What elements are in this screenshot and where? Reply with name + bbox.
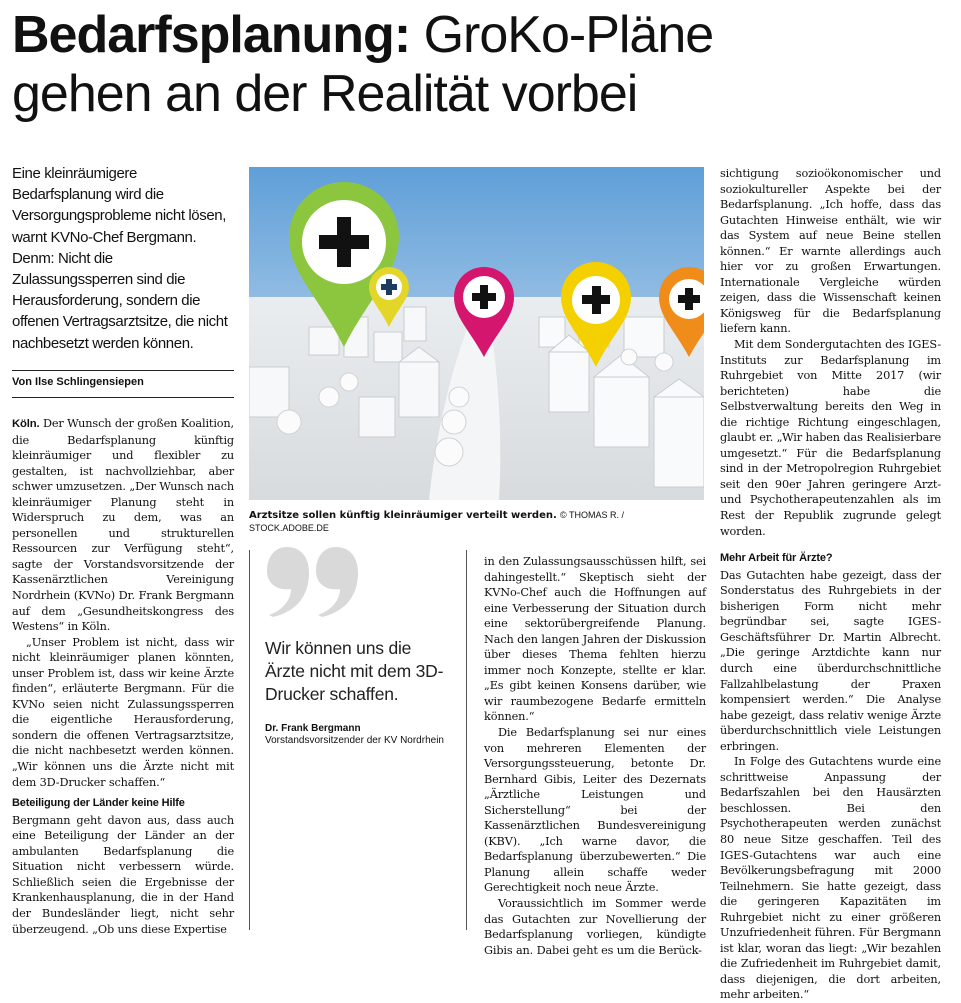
pull-quote bbox=[265, 545, 455, 747]
quote-mark-icon bbox=[265, 545, 360, 617]
subheading: Beteiligung der Länder keine Hilfe bbox=[12, 797, 185, 810]
author-byline: Von Ilse Schlingensiepen bbox=[12, 376, 144, 388]
photo-caption bbox=[249, 509, 704, 535]
paragraph: Die Bedarfsplanung sei nur eines von mehreren Elementen der Versorgungssteuerung, betonte Dr. Bernhard Gibis, Leiter des Dezernats „Ärztliche Leistungen und Sicherstellung“ bei der Kassenärztlichen Bundesvereinigung (KBV). „Ich warne davor, die Bedarfsplanung überzubewerten.“ Die Planung allein schaffe weder Gerechtigkeit noch neue Ärzte. bbox=[484, 726, 706, 895]
quote-author-role: Vorstandsvorsitzender der KV Nordrhein bbox=[265, 735, 444, 746]
quote-author: Dr. Frank Bergmann bbox=[265, 723, 361, 734]
paragraph: sichtigung sozioökonomischer und soziokultureller Aspekte bei der Bedarfsplanung. „Ich hoffe, dass das Gutachten Hinweise enthält, wie wir das System auf neue Beine stellen können.“ Er warnte allerdings auch hier vor zu großen Erwartungen. Internationale Vergleiche würden zeigen, dass die Wissenschaft keinen Königsweg für die Bedarfsplanung liefern kann. bbox=[720, 167, 941, 336]
paragraph: Bergmann geht davon aus, dass auch eine Beteiligung der Länder an der ambulanten Bedarfsplanung die Situation nicht verbessern würde. Schließlich seien die Ergebnisse der Krankenhausplanung, die in der Hand der Bundesländer liegt, nicht sehr überzeugend. „Ob uns diese Expertise bbox=[12, 813, 234, 936]
article-column-3 bbox=[484, 554, 706, 958]
article-headline bbox=[12, 6, 952, 125]
article-photo bbox=[249, 167, 704, 500]
headline-title-line2: gehen an der Realität vorbei bbox=[12, 65, 638, 124]
caption-text: Arztsitze sollen künftig kleinräumiger verteilt werden. bbox=[249, 510, 557, 521]
paragraph: Das Gutachten habe gezeigt, dass der Sonderstatus des Ruhrgebiets in der bisherigen Form nicht mehr begründbar sei, sagte IGES-Geschäftsführer Dr. Martin Albrecht. „Die geringe Arztdichte kann nur durch eine überdurchschnittliche Fallzahlbelastung der Praxen kompensiert werden.“ Die Analyse habe gezeigt, dass relativ wenige Ärzte überdurchschnittlich viele Leistungen erbringen. bbox=[720, 568, 941, 753]
quote-text: Wir können uns die Ärzte nicht mit dem 3D-Drucker schaffen. bbox=[265, 638, 444, 704]
teaser-divider bbox=[12, 370, 234, 371]
paragraph bbox=[12, 416, 234, 635]
paragraph: in den Zulassungsausschüssen hilft, sei dahingestellt.“ Skeptisch sieht der KVNo-Chef auch die Hoffnungen auf eine Verbesserung der Situation durch eine sektorübergreifende Planung. Nach den langen Jahren der Diskussion über dieses Thema fehlten hierzu immer noch Konzepte, stellte er klar. „Es gibt keinen Konsens darüber, wie wir raumbezogene Bedarfe ermitteln können.“ bbox=[484, 555, 706, 724]
paragraph: In Folge des Gutachtens wurde eine schrittweise Anpassung der Bedarfszahlen bei den Hausärzten beschlossen. Bei den Psychotherapeuten werden zunächst 80 neue Sitze geschaffen. Teil des IGES-Gutachtens war auch eine Bevölkerungsbefragung mit 2000 Teilnehmern. Sie hatte gezeigt, dass die geringeren Kapazitäten im Ruhrgebiet nicht zu einer größeren Unzufriedenheit führen. Für Bergmann ist klar, woran das liegt: „Wir bezahlen die Zufriedenheit im Ruhrgebiet damit, dass diejenigen, die dort arbeiten, mehr arbeiten.“ bbox=[720, 755, 941, 1002]
quote-left-rule bbox=[249, 550, 250, 930]
map-pins-illustration bbox=[249, 167, 704, 500]
paragraph: Mit dem Sondergutachten des IGES-Instituts zur Bedarfsplanung im Ruhrgebiet von Mitte 2017 (wir berichteten) habe die Selbstverwaltung bereits den Weg in die richtige Richtung eingeschlagen, glaubt er. „Wir haben das Realisierbare umgesetzt.“ Für die Bedarfsplanung sind in der Metropolregion Ruhrgebiet seit den 90er Jahren geringere Arzt- und Psychotherapeutenzahlen als im Rest der Republik zugrunde gelegt worden. bbox=[720, 338, 941, 538]
paragraph: „Unser Problem ist nicht, dass wir nicht kleinräumiger planen könnten, unser Problem ist, dass wir keine Ärzte finden“, erläuterte Bergmann. Für die KVNo seien nicht Zulassungssperren die eigentliche Herausforderung, sondern die offenen Vertragsarztsitze, die nicht nachbesetzt werden können. „Wir können uns die Ärzte nicht mit dem 3D-Drucker schaffen.“ bbox=[12, 635, 234, 789]
subheading: Mehr Arbeit für Ärzte? bbox=[720, 552, 833, 565]
byline-divider bbox=[12, 397, 234, 398]
headline-title-line1: GroKo-Pläne bbox=[410, 6, 714, 64]
article-teaser: Eine kleinräumigere Bedarfsplanung wird die Versorgungsprobleme nicht lösen, warnt KVNo-Chef Bergmann. Denm: Nicht die Zulassungssperren sind die Herausforderung, sondern die offenen Vertragsarztsitze, die nicht nachbesetzt werden können. bbox=[12, 165, 228, 352]
column-divider bbox=[466, 550, 467, 930]
dateline: Köln. bbox=[12, 418, 40, 430]
headline-kicker: Bedarfsplanung: bbox=[12, 6, 411, 64]
paragraph-text: Der Wunsch der großen Koalition, die Bedarfsplanung künftig kleinräumiger und flexibler zu gestalten, ist nachvollziehbar, aber schwer umzusetzen. „Der Wunsch nach kleinräumiger Planung steht in Widerspruch zu dem, was an personellen und strukturellen Ressourcen zur Verfügung steht“, sagte der Vorstandsvorsitzende der Kassenärztlichen Vereinigung Nordrhein (KVNo) Dr. Frank Bergmann auf dem „Gesundheitskongress des Westens“ in Köln. bbox=[12, 417, 234, 634]
article-column-4 bbox=[720, 166, 941, 1003]
paragraph: Voraussichtlich im Sommer werde das Gutachten zur Novellierung der Bedarfsplanung vorliegen, kündigte Gibis an. Dabei geht es um die Berück- bbox=[484, 897, 706, 957]
photo-credit: © THOMAS R. / STOCK.ADOBE.DE bbox=[249, 510, 624, 533]
article-column-1 bbox=[12, 416, 234, 937]
